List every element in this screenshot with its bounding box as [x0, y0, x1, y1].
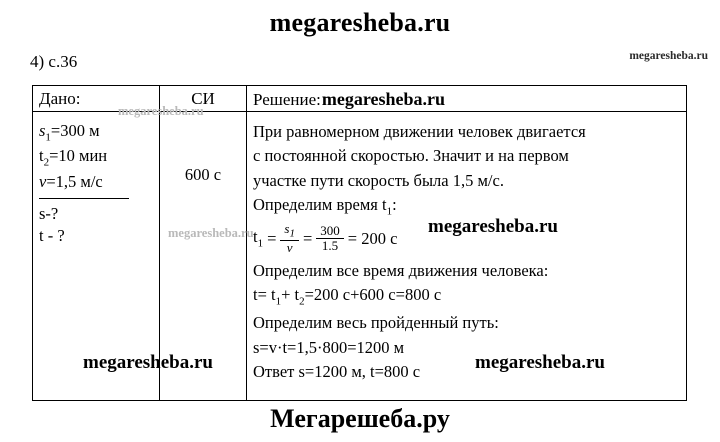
given-line-2: $t_2=10$ мин [39, 146, 108, 169]
si-value: 600 с [184, 165, 222, 184]
page-title-bottom: Мегарешеба.ру [270, 404, 450, 433]
given-find-2: t - ? [39, 226, 65, 246]
task-number: 4) с.36 [30, 52, 78, 71]
fraction-denominator: v [286, 240, 293, 256]
header-given: Дано: [33, 86, 160, 112]
given-line-3: v=1,5 м/с [39, 171, 103, 191]
formula-var: $t_1$ [253, 227, 264, 250]
watermark-faint-1: megaresheba.ru [118, 104, 204, 118]
watermark-faint-2: megaresheba.ru [168, 226, 254, 240]
solution-line-4: Определим время $t_1$: [253, 195, 397, 218]
watermark-dark-mid: megaresheba.ru [428, 216, 558, 237]
header-solution-label: Решение: [253, 90, 321, 109]
solution-line-8: s=v·t=1,5·800=1200 м [253, 337, 405, 357]
watermark-dark-bottom-right: megaresheba.ru [475, 352, 605, 373]
fraction-s-over-v [280, 222, 299, 255]
formula-equals: = [267, 228, 277, 248]
fraction-numerator: $s_1$ [280, 222, 299, 241]
header-solution [247, 86, 686, 112]
solution-line-7: Определим весь пройденный путь: [253, 313, 499, 333]
formula-result: = 200 с [347, 228, 398, 248]
watermark-dark-bottom-left: megaresheba.ru [83, 352, 213, 373]
solution-line-1: При равномерном движении человек двигается [253, 122, 586, 141]
given-list [39, 115, 153, 248]
fraction2-denominator: 1.5 [321, 238, 339, 254]
given-divider [39, 198, 129, 199]
solution-line-5: Определим все время движения человека: [253, 260, 549, 280]
given-find-1: s-? [39, 203, 59, 223]
formula-equals-2: = [302, 228, 313, 248]
solution-line-6: $t= t_1+ t_2=200$ с+600 с=800 с [253, 285, 442, 308]
solution-line-3: участке пути скорость была 1,5 м/с. [253, 170, 504, 190]
header-si: СИ [160, 86, 247, 112]
solution-cell [247, 112, 686, 400]
solution-line-2: с постоянной скоростью. Значит и на первом [253, 146, 569, 166]
solution-text [253, 115, 680, 384]
solution-answer: Ответ s=1200 м, t=800 с [253, 362, 421, 382]
fraction2-numerator: 300 [316, 224, 344, 239]
given-line-1: $s_1=300$ м [39, 121, 100, 144]
corner-watermark: megaresheba.ru [629, 50, 708, 62]
fraction-300-over-1p5 [316, 224, 344, 252]
page-title-top: megaresheba.ru [269, 8, 451, 37]
header-watermark: megaresheba.ru [321, 89, 446, 109]
